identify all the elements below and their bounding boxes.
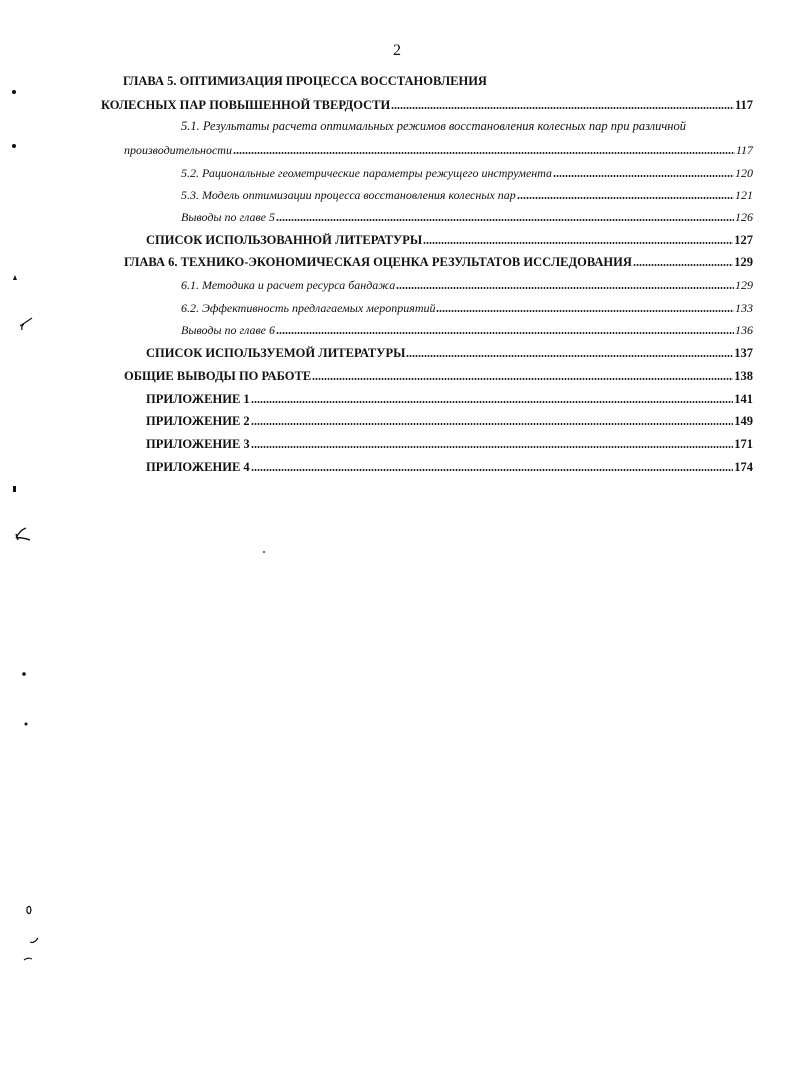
- toc-entry-title: производительности: [124, 143, 232, 157]
- toc-entry-title: КОЛЕСНЫХ ПАР ПОВЫШЕННОЙ ТВЕРДОСТИ: [101, 98, 391, 112]
- leader-dots: [553, 164, 734, 178]
- toc-entry-title: Выводы по главе 5: [181, 210, 275, 224]
- toc-entry-chapter-5: [101, 95, 753, 113]
- toc-page-number: 141: [734, 392, 753, 406]
- toc-entry-title: ОБЩИЕ ВЫВОДЫ ПО РАБОТЕ: [124, 369, 312, 383]
- toc-entry-title: ГЛАВА 6. ТЕХНИКО-ЭКОНОМИЧЕСКАЯ ОЦЕНКА РЕЗУЛЬТАТОВ ИССЛЕДОВАНИЯ: [124, 255, 632, 269]
- toc-entry-title: 5.3. Модель оптимизации процесса восстановления колесных пар: [181, 188, 516, 202]
- toc-entry-title: 6.2. Эффективность предлагаемых мероприятий: [181, 301, 436, 315]
- toc-entry-references-2: [146, 343, 753, 361]
- toc-entry-section-6-2: [181, 298, 753, 316]
- leader-dots: [391, 96, 734, 110]
- leader-dots: [423, 231, 733, 245]
- leader-dots: [633, 253, 733, 267]
- leader-dots: [251, 458, 734, 472]
- toc-entry-title: СПИСОК ИСПОЛЬЗОВАННОЙ ЛИТЕРАТУРЫ: [146, 233, 423, 247]
- toc-page-number: 174: [734, 460, 753, 474]
- toc-page-number: 129: [735, 278, 753, 292]
- toc-page-number: 171: [734, 437, 753, 451]
- leader-dots: [276, 208, 734, 222]
- toc-page-number: 121: [735, 188, 753, 202]
- leader-dots: [517, 186, 734, 200]
- toc-chapter-5-title-line1: ГЛАВА 5. ОПТИМИЗАЦИЯ ПРОЦЕССА ВОССТАНОВЛЕНИЯ: [123, 74, 487, 88]
- toc-entry-appendix-3: [146, 434, 753, 452]
- toc-page-number: 133: [735, 301, 753, 315]
- toc-entry-title: ПРИЛОЖЕНИЕ 2: [146, 414, 250, 428]
- toc-page-number: 117: [734, 98, 753, 112]
- toc-page-number: 129: [734, 255, 753, 269]
- leader-dots: [396, 276, 734, 290]
- page-number: 2: [393, 42, 401, 59]
- toc-entry-appendix-1: [146, 389, 753, 407]
- leader-dots: [276, 321, 734, 335]
- leader-dots: [312, 367, 733, 381]
- toc-page-number: 127: [734, 233, 753, 247]
- toc-section-5-1-title-line1: 5.1. Результаты расчета оптимальных режимов восстановления колесных пар при различной: [181, 119, 687, 133]
- toc-entry-conclusions-6: [181, 320, 753, 338]
- toc-entry-conclusions-5: [181, 207, 753, 225]
- toc-page-number: 117: [735, 143, 753, 157]
- toc-entry-title: 5.2. Рациональные геометрические параметры режущего инструмента: [181, 166, 553, 180]
- toc-entry-section-5-3: [181, 185, 753, 203]
- toc-entry-section-5-1: [124, 140, 753, 158]
- toc-entry-appendix-2: [146, 411, 753, 429]
- toc-entry-title: ПРИЛОЖЕНИЕ 3: [146, 437, 250, 451]
- toc-entry-title: ПРИЛОЖЕНИЕ 1: [146, 392, 250, 406]
- toc-page-number: 120: [735, 166, 753, 180]
- toc-entry-section-6-1: [181, 275, 753, 293]
- toc-entry-section-5-2: [181, 163, 753, 181]
- toc-entry-references-1: [146, 230, 753, 248]
- leader-dots: [251, 435, 734, 449]
- toc-entry-general-conclusions: [124, 366, 753, 384]
- leader-dots: [251, 412, 734, 426]
- toc-entry-title: Выводы по главе 6: [181, 323, 275, 337]
- toc-entry-appendix-4: [146, 457, 753, 475]
- leader-dots: [436, 299, 734, 313]
- toc-entry-title: ПРИЛОЖЕНИЕ 4: [146, 460, 250, 474]
- toc-page-number: 137: [734, 346, 753, 360]
- toc-entry-title: СПИСОК ИСПОЛЬЗУЕМОЙ ЛИТЕРАТУРЫ: [146, 346, 406, 360]
- toc-entry-title: 6.1. Методика и расчет ресурса бандажа: [181, 278, 396, 292]
- leader-dots: [406, 344, 733, 358]
- leader-dots: [233, 141, 735, 155]
- toc-entry-chapter-6: [124, 252, 753, 270]
- toc-page-number: 149: [734, 414, 753, 428]
- toc-page-number: 138: [734, 369, 753, 383]
- toc-page-number: 126: [735, 210, 753, 224]
- toc-page-number: 136: [735, 323, 753, 337]
- leader-dots: [251, 390, 734, 404]
